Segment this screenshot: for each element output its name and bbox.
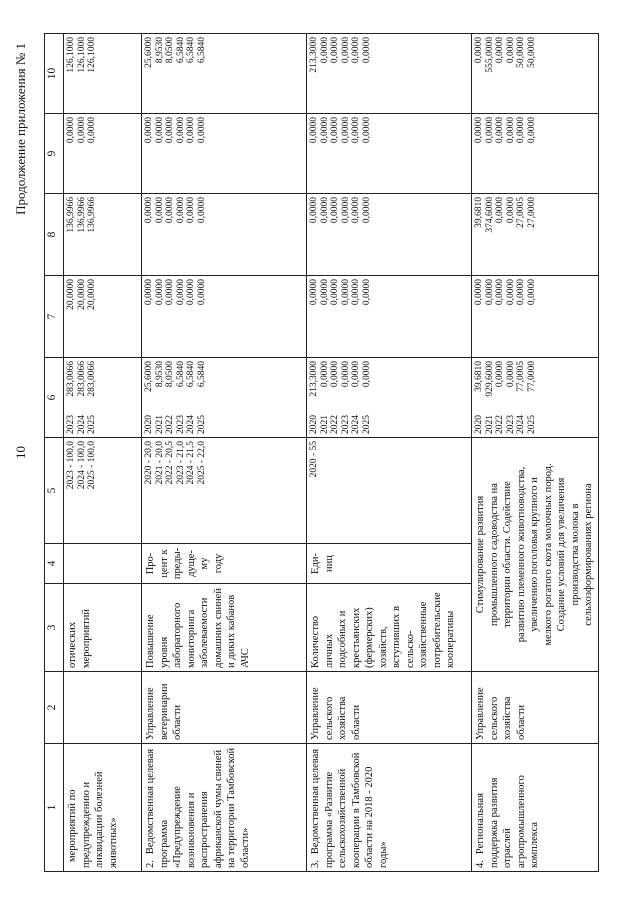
total-value: 39,6810: [474, 361, 484, 392]
program-cell: [64, 744, 142, 872]
column-header: 7: [45, 276, 64, 358]
funding-value: 126,1000: [87, 37, 97, 73]
column-header: 5: [45, 438, 64, 544]
year-value: 2020: [474, 415, 484, 434]
column-header: 8: [45, 194, 64, 276]
funding-value: 27,0000: [526, 197, 537, 228]
funding-value: 0,0000: [165, 117, 175, 144]
year-value: 2025: [361, 415, 372, 434]
funding-value: 0,0000: [175, 197, 186, 224]
target-value: 2023 - 21,0: [175, 441, 186, 485]
indicator-name: Повышение уровня лабораторного мониторинга заболеваемости домашних свиней и диких кабанов АЧС: [145, 588, 251, 668]
funding-value: 0,0000: [165, 279, 175, 306]
year-value: 2021: [319, 415, 330, 434]
funding-value: 0,0000: [196, 117, 207, 144]
funding-value: 0,0000: [361, 117, 372, 144]
target-value: 2025 - 22,0: [196, 441, 207, 485]
target-values-cell: [142, 438, 307, 544]
funding-value: 0,0000: [505, 37, 516, 64]
funding-value: 0,0000: [495, 37, 505, 64]
funding-value: 0,0000: [351, 117, 361, 144]
funding-value: 0,0000: [144, 117, 154, 144]
indicator-cell: [64, 584, 142, 672]
column-header: 10: [45, 34, 64, 114]
funding-value: 0,0000: [175, 279, 186, 306]
funding-total-cell: [472, 358, 599, 438]
funding-value: 8,0500: [165, 37, 175, 64]
indicator-cell: [307, 584, 472, 672]
unit-cell: [142, 544, 307, 584]
funding-value: 0,0000: [474, 117, 484, 144]
funding-value: 0,0000: [474, 37, 484, 64]
total-value: 6,5840: [186, 361, 196, 388]
year-value: 2024: [351, 415, 361, 434]
total-value: 8,9530: [154, 361, 165, 388]
target-value: 2020 - 20,0: [144, 441, 154, 485]
funding-value: 126,1000: [76, 37, 87, 73]
indicator-name: отических мероприятий: [67, 609, 92, 668]
indicator-text-line: развитию племенного животноводства,: [515, 466, 527, 643]
funding-value: 20,0000: [87, 279, 97, 310]
row-number: 2.: [145, 860, 156, 868]
responsible-org-cell: [64, 672, 142, 744]
column-number-row: [45, 34, 64, 872]
table-row: [142, 34, 307, 872]
funding-value: 0,0000: [330, 279, 340, 306]
funding-value: 0,0000: [66, 117, 76, 144]
funding-value: 0,0000: [516, 117, 526, 144]
funding-value: 0,0000: [319, 197, 330, 224]
funding-value: 0,0000: [474, 279, 484, 306]
funding-value: 0,0000: [526, 279, 537, 306]
funding-total-cell: [307, 358, 472, 438]
funding-value: 0,0000: [309, 197, 319, 224]
funding-value: 0,0000: [361, 37, 372, 64]
responsible-org-cell: [307, 672, 472, 744]
funding-value: 0,0000: [340, 117, 351, 144]
column-header: 9: [45, 114, 64, 194]
year-value: 2024: [76, 415, 87, 434]
funding-value: 0,0000: [495, 197, 505, 224]
target-value: 2022 - 20,5: [165, 441, 175, 485]
column-header: 2: [45, 672, 64, 744]
funding-value: 0,0000: [340, 279, 351, 306]
column-header: 4: [45, 544, 64, 584]
responsible-org-cell: [472, 672, 599, 744]
funding-value: 20,0000: [66, 279, 76, 310]
funding-total-cell: [64, 358, 142, 438]
funding-value: 6,5840: [196, 37, 207, 64]
responsible-org: Управление сельского хозяйства области: [310, 687, 362, 740]
funding-c8-cell: [64, 194, 142, 276]
total-value: 6,5840: [196, 361, 207, 388]
funding-value: 0,0000: [175, 117, 186, 144]
funding-value: 0,0000: [516, 279, 526, 306]
indicator-text-line: сельхозформированиях региона: [583, 483, 594, 626]
funding-value: 0,0000: [361, 197, 372, 224]
funding-value: 0,0000: [330, 117, 340, 144]
total-value: 283,0066: [87, 361, 97, 397]
funding-c7-cell: [307, 276, 472, 358]
funding-c10-cell: [64, 34, 142, 114]
year-value: 2023: [66, 415, 76, 434]
funding-value: 374,6000: [484, 197, 495, 233]
indicator-text-line: мелкого рогатого скота молочных пород.: [542, 463, 554, 646]
indicator-text-line: территории области. Содействие: [502, 481, 513, 628]
funding-value: 27,0005: [516, 197, 526, 228]
funding-c9-cell: [472, 114, 599, 194]
funding-value: 0,0000: [144, 197, 154, 224]
year-value: 2023: [505, 415, 516, 434]
target-value: 2024 - 21,5: [186, 441, 196, 485]
target-value: 2020 - 55: [309, 441, 319, 478]
funding-c10-cell: [142, 34, 307, 114]
funding-value: 0,0000: [186, 117, 196, 144]
responsible-org: Управление ветеринарии области: [145, 683, 183, 740]
program-name: Региональная поддержка развития отраслей агропромышленного комплекса: [475, 775, 540, 868]
funding-value: 0,0000: [154, 279, 165, 306]
target-values-cell: [307, 438, 472, 544]
total-value: 0,0000: [505, 361, 516, 388]
total-value: 77,0000: [526, 361, 537, 392]
funding-value: 0,0000: [330, 37, 340, 64]
funding-value: 50,0000: [526, 37, 537, 68]
program-name: мероприятий по предупреждению и ликвидации болезней животных»: [67, 771, 119, 868]
total-value: 283,0066: [76, 361, 87, 397]
funding-value: 0,0000: [526, 117, 537, 144]
year-value: 2025: [526, 415, 537, 434]
total-value: 0,0000: [351, 361, 361, 388]
program-table: [44, 33, 599, 872]
target-value: 2025 - 100,0: [87, 441, 97, 490]
indicator-text-line: промышленного садоводства на: [488, 483, 500, 626]
funding-value: 39,6810: [474, 197, 484, 228]
funding-c7-cell: [142, 276, 307, 358]
year-value: 2022: [495, 415, 505, 434]
program-cell: [307, 744, 472, 872]
funding-value: 136,9966: [66, 197, 76, 233]
funding-value: 0,0000: [505, 117, 516, 144]
funding-value: 0,0000: [351, 197, 361, 224]
target-value: 2023 - 100,0: [66, 441, 76, 490]
program-cell: [142, 744, 307, 872]
program-name: Ведомственная целевая программа «Предупреждение возникновения и распространения африканской чумы свиней на территории Тамбовской области»: [145, 747, 251, 868]
program-cell: [472, 744, 599, 872]
unit-name: Еди- ниц: [310, 553, 335, 574]
row-number: 4.: [475, 860, 486, 868]
year-value: 2021: [484, 415, 495, 434]
funding-value: 0,0000: [319, 37, 330, 64]
year-value: 2025: [196, 415, 207, 434]
funding-value: 0,0000: [361, 279, 372, 306]
funding-value: 0,0000: [351, 279, 361, 306]
funding-value: 8,9530: [154, 37, 165, 64]
total-value: 0,0000: [495, 361, 505, 388]
unit-name: Про- цент к преды- дуще- му году: [145, 547, 224, 580]
indicator-text-line: производства молока в: [569, 503, 581, 606]
total-value: 0,0000: [361, 361, 372, 388]
year-value: 2022: [165, 415, 175, 434]
funding-value: 0,0000: [495, 117, 505, 144]
total-value: 0,0000: [319, 361, 330, 388]
funding-value: 136,9966: [76, 197, 87, 233]
funding-value: 6,5840: [186, 37, 196, 64]
funding-c9-cell: [64, 114, 142, 194]
funding-value: 0,0000: [186, 279, 196, 306]
table-row: [472, 34, 599, 872]
funding-value: 136,9966: [87, 197, 97, 233]
funding-c7-cell: [472, 276, 599, 358]
total-value: 25,6000: [144, 361, 154, 392]
funding-c9-cell: [307, 114, 472, 194]
total-value: 929,6000: [484, 361, 495, 397]
total-value: 0,0000: [340, 361, 351, 388]
funding-value: 0,0000: [340, 37, 351, 64]
unit-cell: [307, 544, 472, 584]
total-value: 8,0500: [165, 361, 175, 388]
program-name: Ведомственная целевая программа «Развитие сельскохозяйственной кооперации в Тамбовской области на 2018 - 2020 годы»: [310, 748, 389, 868]
year-value: 2024: [186, 415, 196, 434]
funding-value: 6,5840: [175, 37, 186, 64]
funding-value: 0,0000: [319, 117, 330, 144]
responsible-org: Управление сельского хозяйства области: [475, 687, 527, 740]
target-value: 2024 - 100,0: [76, 441, 87, 490]
row-number: 3.: [310, 860, 321, 868]
unit-cell: [64, 544, 142, 584]
funding-value: 0,0000: [340, 197, 351, 224]
year-value: 2023: [340, 415, 351, 434]
year-value: 2024: [516, 415, 526, 434]
table-row: [307, 34, 472, 872]
funding-value: 0,0000: [196, 197, 207, 224]
year-value: 2023: [175, 415, 186, 434]
funding-c8-cell: [472, 194, 599, 276]
funding-value: 0,0000: [495, 279, 505, 306]
column-header: 1: [45, 744, 64, 872]
year-value: 2020: [309, 415, 319, 434]
funding-value: 126,1000: [66, 37, 76, 73]
funding-value: 0,0000: [309, 279, 319, 306]
funding-value: 0,0000: [484, 117, 495, 144]
indicator-cell: [142, 584, 307, 672]
table-row: [64, 34, 142, 872]
funding-c8-cell: [142, 194, 307, 276]
funding-value: 0,0000: [309, 117, 319, 144]
total-value: 0,0000: [330, 361, 340, 388]
funding-total-cell: [142, 358, 307, 438]
total-value: 77,0005: [516, 361, 526, 392]
year-value: 2025: [87, 415, 97, 434]
funding-c8-cell: [307, 194, 472, 276]
page-number: 10: [13, 446, 28, 459]
year-value: 2020: [144, 415, 154, 434]
continuation-title: Продолжение приложения № 1: [13, 43, 28, 215]
year-value: 2022: [330, 415, 340, 434]
responsible-org-cell: [142, 672, 307, 744]
funding-value: 0,0000: [330, 197, 340, 224]
indicator-merged-cell: [472, 438, 599, 672]
funding-c9-cell: [142, 114, 307, 194]
funding-value: 0,0000: [154, 117, 165, 144]
funding-c10-cell: [307, 34, 472, 114]
year-value: 2021: [154, 415, 165, 434]
indicator-text-line: Создание условий для увеличения: [556, 477, 567, 632]
target-values-cell: [64, 438, 142, 544]
funding-c10-cell: [472, 34, 599, 114]
funding-value: 0,0000: [351, 37, 361, 64]
funding-value: 0,0000: [165, 197, 175, 224]
funding-value: 0,0000: [505, 197, 516, 224]
funding-value: 20,0000: [76, 279, 87, 310]
indicator-text-line: Стимулирование развития: [475, 495, 486, 614]
total-value: 213,3000: [309, 361, 319, 397]
funding-c7-cell: [64, 276, 142, 358]
funding-value: 50,0000: [516, 37, 526, 68]
funding-value: 0,0000: [144, 279, 154, 306]
funding-value: 25,6000: [144, 37, 154, 68]
funding-value: 0,0000: [505, 279, 516, 306]
funding-value: 0,0000: [76, 117, 87, 144]
indicator-text-line: увеличению поголовья крупного и: [529, 477, 540, 632]
indicator-name: Количество личных подсобных и крестьянских (фермерских) хозяйств, вступивших в сельско- хозяйственные потребительские кооперативы: [310, 592, 456, 668]
funding-value: 213,3000: [309, 37, 319, 73]
target-value: 2021 - 20,0: [154, 441, 165, 485]
funding-value: 0,0000: [87, 117, 97, 144]
funding-value: 0,0000: [186, 197, 196, 224]
funding-value: 0,0000: [484, 279, 495, 306]
funding-value: 555,0000: [484, 37, 495, 73]
funding-value: 0,0000: [319, 279, 330, 306]
total-value: 283,0066: [66, 361, 76, 397]
column-header: 3: [45, 584, 64, 672]
total-value: 6,5840: [175, 361, 186, 388]
column-header: 6: [45, 358, 64, 438]
funding-value: 0,0000: [196, 279, 207, 306]
funding-value: 0,0000: [154, 197, 165, 224]
